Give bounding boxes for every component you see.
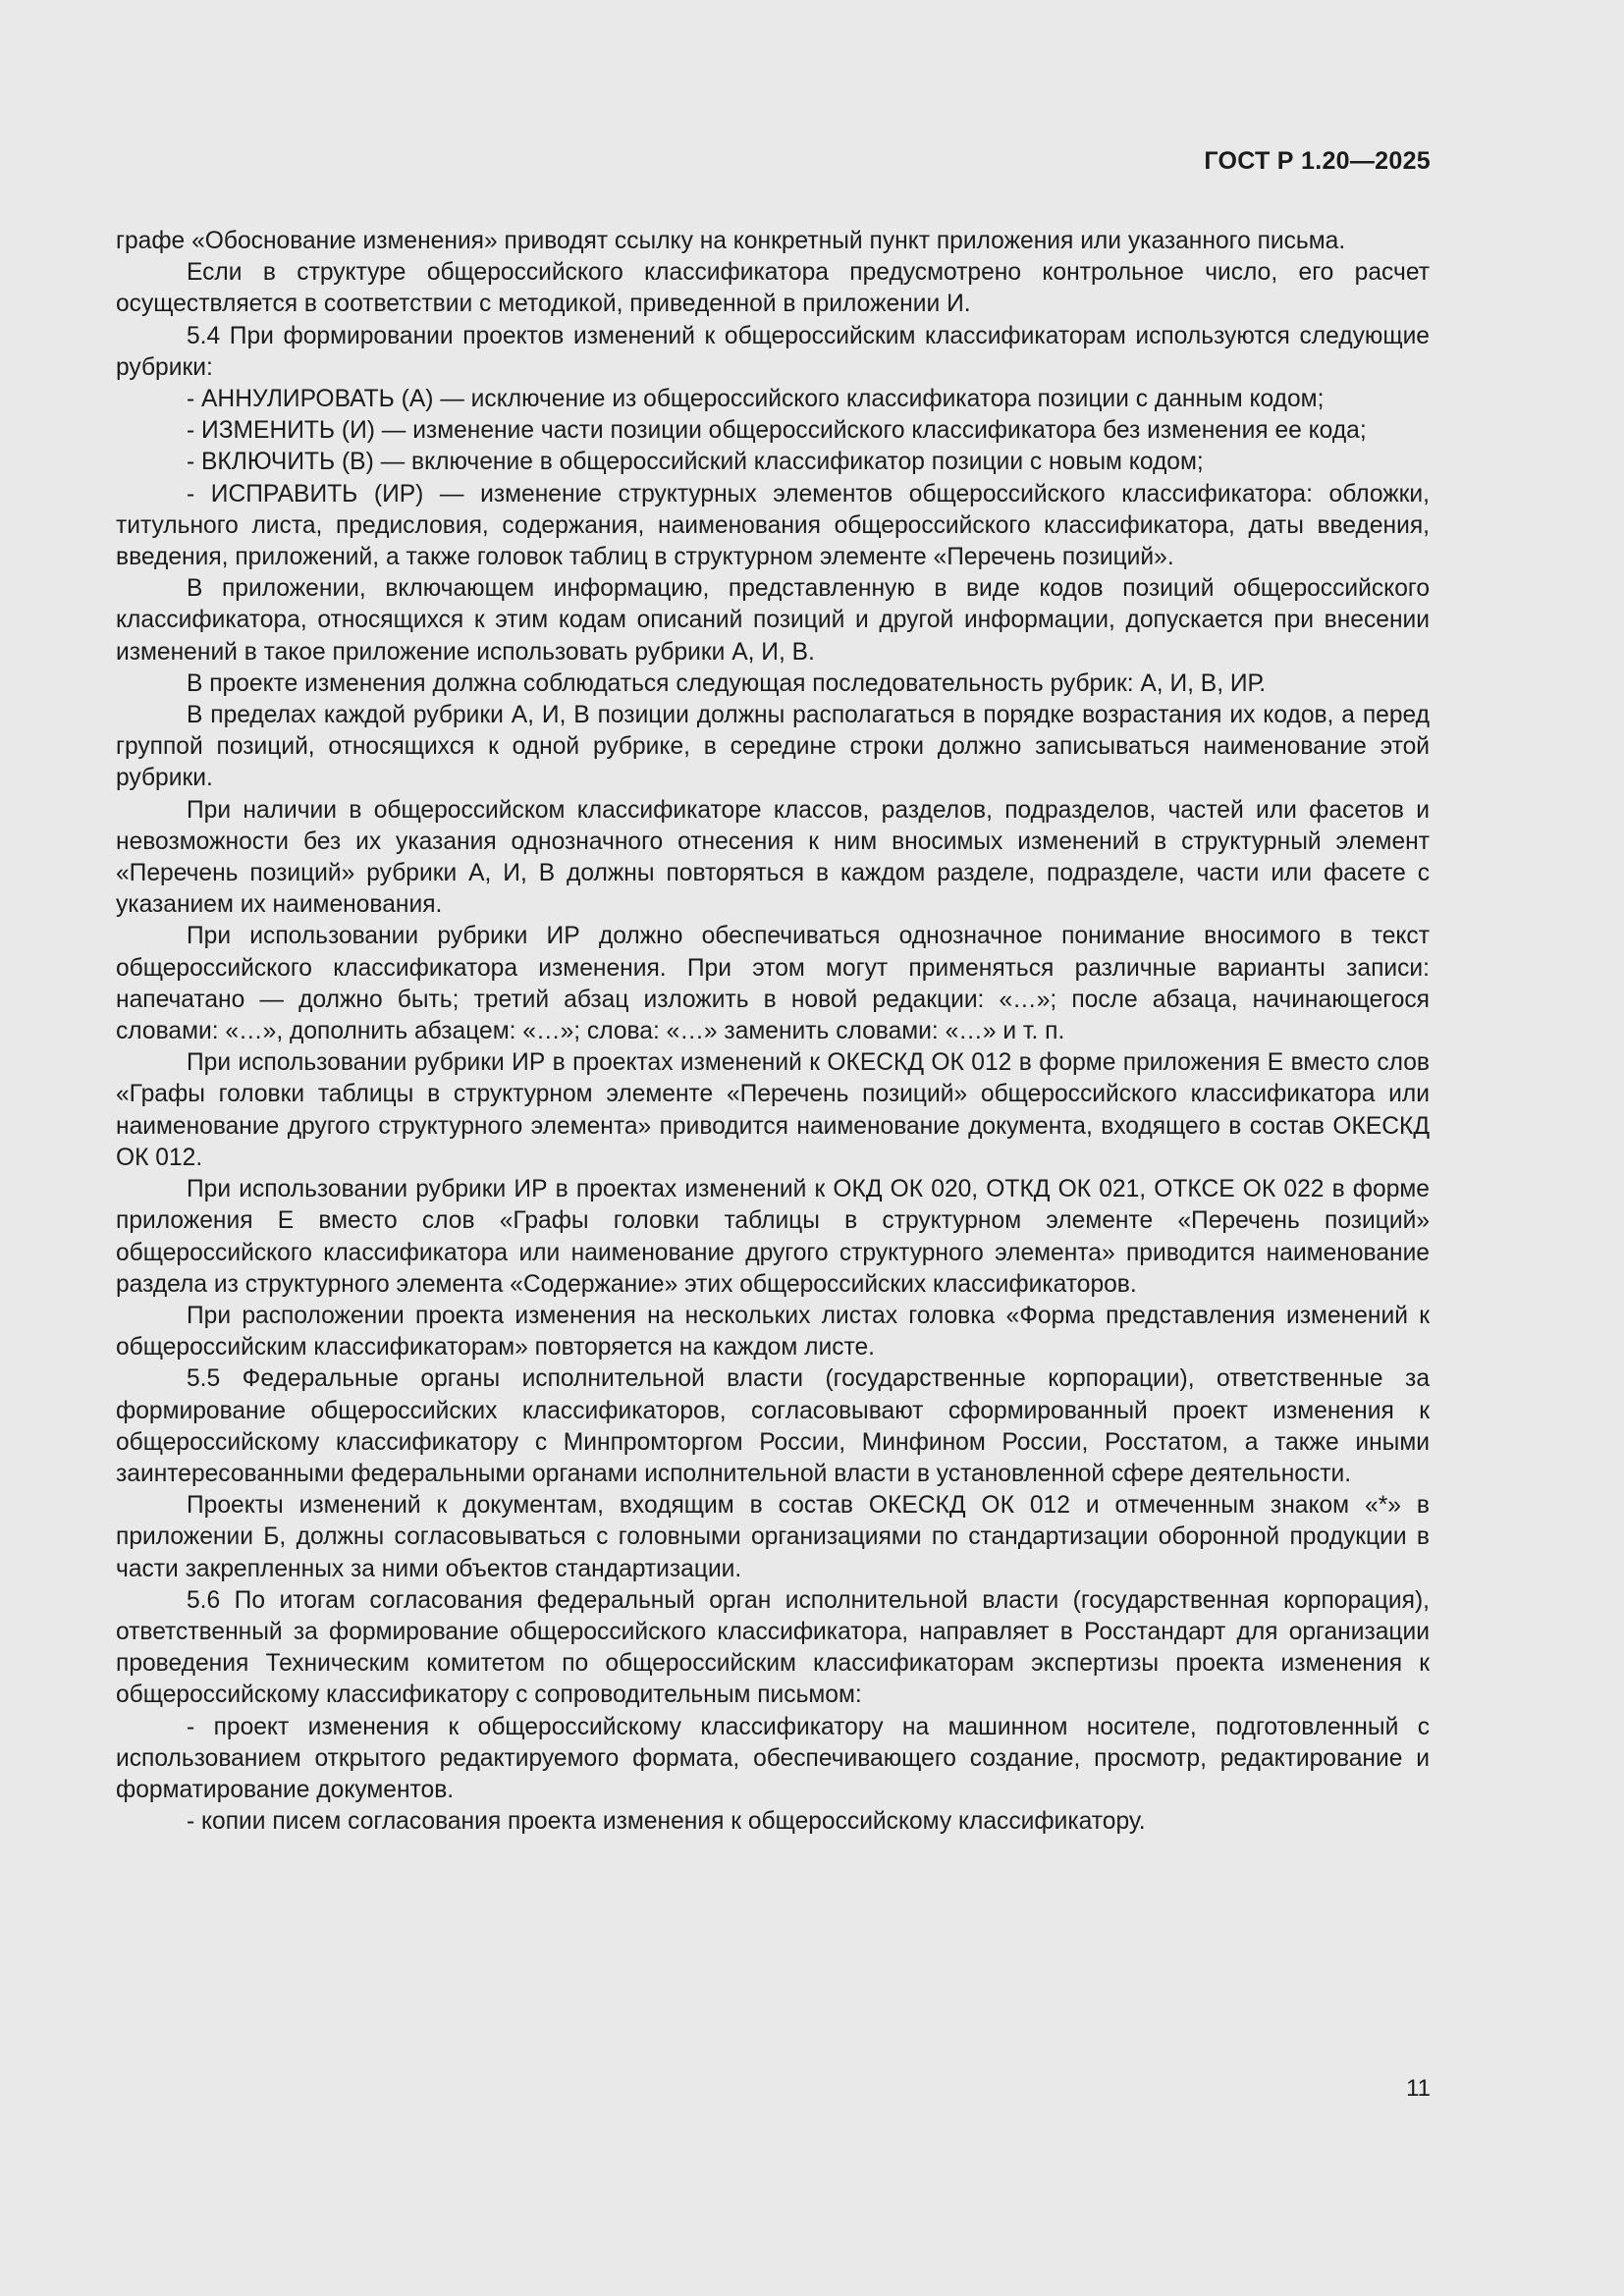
list-item-include: - ВКЛЮЧИТЬ (В) — включение в общероссийский классификатор позиции с новым кодом; [187,449,1204,476]
page-body [116,226,1430,1838]
paragraph-5-5: 5.5 Федеральные органы исполнительной власти (государственные корпорации), ответственные за формирование общероссийских классификаторов, согласовывают сформированный проект изменения к общероссийскому классификатору с Минпромторгом России, Минфином России, Росстатом, а также иными заинтересованными федеральными органами исполнительной власти в установленной сфере деятельности. [116,1365,1430,1487]
paragraph-multi-sheet: При расположении проекта изменения на нескольких листах головка «Форма представления изменений к общероссийским классификаторам» повторяется на каждом листе. [116,1302,1430,1362]
list-item-change: - ИЗМЕНИТЬ (И) — изменение части позиции общероссийского классификатора без изменения ее кода; [187,417,1367,445]
list-item-machine-media: - проект изменения к общероссийскому классификатору на машинном носителе, подготовленный с использованием открытого редактируемого формата, обеспечивающего создание, просмотр, редактирование и форматирование документов. [116,1713,1430,1803]
document-code-header: ГОСТ Р 1.20—2025 [1204,147,1431,175]
paragraph-okeskd-approval: Проекты изменений к документам, входящим в состав ОКЕСКД ОК 012 и отмеченным знаком «*» в приложении Б, должны согласовываться с головными организациями по стандартизации оборонной продукции в части закрепленных за ними объектов стандартизации. [116,1492,1430,1582]
paragraph-5-4: 5.4 При формировании проектов изменений к общероссийским классификаторам используются следующие рубрики: [116,322,1430,381]
paragraph-5-6: 5.6 По итогам согласования федеральный орган исполнительной власти (государственная корпорация), ответственный за формирование общероссийского классификатора, направляет в Росстандарт для организации проведения Техническим комитетом по общероссийским классификаторам экспертизы проекта изменения к общероссийскому классификатору с сопроводительным письмом: [116,1586,1430,1709]
page-number: 11 [1406,2075,1431,2102]
list-item-annul: - АННУЛИРОВАТЬ (А) — исключение из общероссийского классификатора позиции с данным кодом; [187,386,1325,413]
list-item-letter-copies: - копии писем согласования проекта изменения к общероссийскому классификатору. [187,1808,1146,1836]
paragraph-sections-repeat: При наличии в общероссийском классификаторе классов, разделов, подразделов, частей или фасетов и невозможности без их указания однозначного отнесения к ним вносимых изменений в структурный элемент «Перечень позиций» рубрики А, И, В должны повторяться в каждом разделе, подразделе, части или фасете с указанием их наименования. [116,796,1430,919]
paragraph-rubric-order: В проекте изменения должна соблюдаться следующая последовательность рубрик: А, И, В, ИР. [187,669,1267,697]
paragraph-control-number: Если в структуре общероссийского классификатора предусмотрено контрольное число, его расчет осуществляется в соответствии с методикой, приведенной в приложении И. [116,259,1430,318]
paragraph-ir-okd: При использовании рубрики ИР в проектах изменений к ОКД ОК 020, ОТКД ОК 021, ОТКСЕ ОК 022 в форме приложения Е вместо слов «Графы головки таблицы в структурном элементе «Перечень позиций» общероссийского классификатора или наименование другого структурного элемента» приводится наименование раздела из структурного элемента «Содержание» этих общероссийских классификаторов. [116,1176,1430,1298]
paragraph-ir-usage: При использовании рубрики ИР должно обеспечиваться однозначное понимание вносимого в текст общероссийского классификатора изменения. При этом могут применяться различные варианты записи: напечатано — должно быть; третий абзац изложить в новой редакции: «…»; после абзаца, начинающегося словами: «…», дополнить абзацем: «…»; слова: «…» заменить словами: «…» и т. п. [116,923,1430,1045]
paragraph-ir-okeskd: При использовании рубрики ИР в проектах изменений к ОКЕСКД ОК 012 в форме приложения Е вместо слов «Графы головки таблицы в структурном элементе «Перечень позиций» общероссийского классификатора или наименование другого структурного элемента» приводится наименование документа, входящего в состав ОКЕСКД ОК 012. [116,1049,1430,1171]
list-item-correct: - ИСПРАВИТЬ (ИР) — изменение структурных элементов общероссийского классификатора: обложки, титульного листа, предисловия, содержания, наименования общероссийского классификатора, даты введения, введения, приложений, а также головок таблиц в структурном элементе «Перечень позиций». [116,480,1430,571]
paragraph-appendix-rubrics: В приложении, включающем информацию, представленную в виде кодов позиций общероссийского классификатора, относящихся к этим кодам описаний позиций и другой информации, допускается при внесении изменений в такое приложение использовать рубрики А, И, В. [116,575,1430,666]
paragraph-position-order: В пределах каждой рубрики А, И, В позиции должны располагаться в порядке возрастания их кодов, а перед группой позиций, относящихся к одной рубрике, в середине строки должно записываться наименование этой рубрики. [116,702,1430,792]
paragraph-continuation: графе «Обоснование изменения» приводят ссылку на конкретный пункт приложения или указанного письма. [116,228,1346,254]
